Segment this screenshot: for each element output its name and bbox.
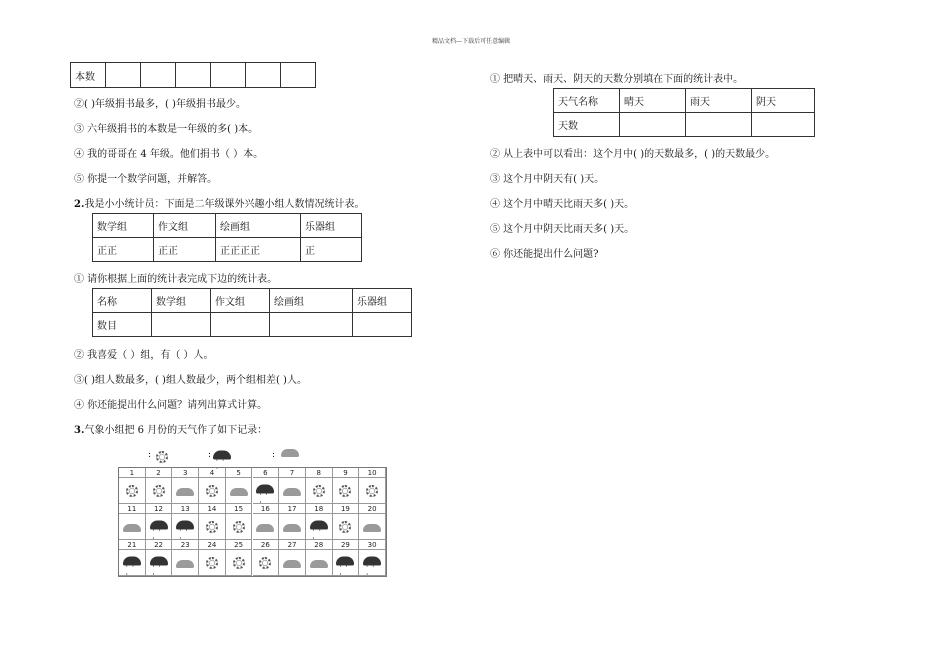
day-number: 19 (333, 504, 360, 514)
day-number: 17 (279, 504, 306, 514)
rain-icon (336, 556, 354, 565)
donation-count-table (70, 62, 316, 88)
sun-icon (366, 485, 378, 497)
day-weather-cell (172, 550, 199, 576)
day-weather-cell (333, 514, 360, 540)
day-number: 5 (226, 468, 253, 478)
day-weather-cell (359, 478, 386, 504)
count-header: 数学组 (152, 289, 211, 313)
day-number: 7 (279, 468, 306, 478)
tally-header: 数学组 (93, 214, 154, 238)
tally-table (92, 213, 362, 262)
day-weather-cell (253, 550, 280, 576)
count-cell (353, 313, 412, 337)
weather-cell (686, 113, 752, 137)
day-weather-cell (199, 550, 226, 576)
day-number: 29 (333, 540, 360, 550)
weather-header: 阴天 (752, 89, 815, 113)
day-number: 13 (172, 504, 199, 514)
blank-cell (141, 63, 176, 88)
right-line-3: ③ 这个月中阴天有( )天。 (490, 174, 605, 185)
cloud-icon (283, 524, 301, 532)
weather-cell (620, 113, 686, 137)
cloud-icon (363, 524, 381, 532)
day-weather-cell (226, 550, 253, 576)
day-weather-cell (226, 478, 253, 504)
q1-line-5: ⑤ 你提一个数学问题，并解答。 (74, 174, 218, 185)
weather-header: 晴天 (620, 89, 686, 113)
day-number: 10 (359, 468, 386, 478)
cloud-icon (176, 560, 194, 568)
q2-line-3: ③( )组人数最多，( )组人数最少，两个组相差( )人。 (74, 375, 307, 386)
day-weather-cell (199, 478, 226, 504)
count-header: 作文组 (211, 289, 270, 313)
legend-cloud: : (272, 447, 302, 467)
day-weather-cell (172, 514, 199, 540)
sun-icon (313, 485, 325, 497)
day-weather-cell (146, 514, 173, 540)
day-number: 18 (306, 504, 333, 514)
blank-cell (176, 63, 211, 88)
sun-icon (156, 451, 168, 463)
cloud-icon (123, 524, 141, 532)
day-number: 6 (253, 468, 280, 478)
day-weather-cell (146, 478, 173, 504)
count-cell (270, 313, 353, 337)
count-header: 乐器组 (353, 289, 412, 313)
day-number: 11 (119, 504, 146, 514)
q1-line-2: ②( )年级捐书最多，( )年级捐书最少。 (74, 99, 246, 110)
cloud-icon (256, 524, 274, 532)
day-weather-cell (226, 514, 253, 540)
q3-title: 3.气象小组把 6 月份的天气作了如下记录： (74, 425, 268, 436)
legend-sun: : (148, 447, 170, 467)
day-weather-cell (199, 514, 226, 540)
day-weather-cell (119, 514, 146, 540)
rain-icon (213, 451, 231, 460)
blank-cell (246, 63, 281, 88)
rain-icon (363, 556, 381, 565)
cloud-icon (281, 449, 299, 457)
sun-icon (339, 521, 351, 533)
day-weather-cell (119, 478, 146, 504)
day-weather-cell (306, 550, 333, 576)
day-weather-cell (279, 478, 306, 504)
cloud-icon (283, 560, 301, 568)
day-number: 20 (359, 504, 386, 514)
day-number: 1 (119, 468, 146, 478)
sun-icon (153, 485, 165, 497)
count-row-label: 数目 (93, 313, 152, 337)
tally-header: 乐器组 (301, 214, 362, 238)
legend-rain: : ' ' ' (208, 447, 232, 467)
day-number: 25 (226, 540, 253, 550)
day-number: 3 (172, 468, 199, 478)
day-weather-cell (359, 514, 386, 540)
right-line-2: ② 从上表中可以看出：这个月中( )的天数最多，( )的天数最少。 (490, 149, 776, 160)
sun-icon (339, 485, 351, 497)
day-number: 8 (306, 468, 333, 478)
tally-mark: 正正 (154, 238, 216, 262)
tally-header: 作文组 (154, 214, 216, 238)
day-weather-cell (359, 550, 386, 576)
day-number: 21 (119, 540, 146, 550)
right-line-6: ⑥ 你还能提出什么问题? (490, 249, 599, 260)
rain-icon (123, 556, 141, 565)
day-weather-cell (279, 550, 306, 576)
day-number: 15 (226, 504, 253, 514)
right-line-4: ④ 这个月中晴天比雨天多( )天。 (490, 199, 635, 210)
sun-icon (206, 557, 218, 569)
sun-icon (126, 485, 138, 497)
day-number: 23 (172, 540, 199, 550)
sun-icon (233, 557, 245, 569)
page-header: 精品文档---下载后可任意编辑 (432, 38, 511, 45)
right-q1: ① 把晴天、雨天、阴天的天数分别填在下面的统计表中。 (490, 74, 744, 85)
rain-icon (256, 484, 274, 493)
day-weather-cell (119, 550, 146, 576)
rain-icon (150, 556, 168, 565)
q2-line-2: ② 我喜爱（ ）组，有（ ）人。 (74, 350, 214, 361)
day-weather-cell (172, 478, 199, 504)
count-cell (211, 313, 270, 337)
tally-mark: 正正 (93, 238, 154, 262)
sun-icon (233, 521, 245, 533)
day-number: 30 (359, 540, 386, 550)
weather-cell (752, 113, 815, 137)
row-label: 本数 (71, 63, 106, 88)
weather-row-label: 天数 (554, 113, 620, 137)
day-number: 2 (146, 468, 173, 478)
day-number: 28 (306, 540, 333, 550)
blank-cell (106, 63, 141, 88)
sun-icon (206, 521, 218, 533)
rain-icon (310, 520, 328, 529)
tally-mark: 正正正正 (216, 238, 301, 262)
rain-icon (150, 520, 168, 529)
day-weather-cell (306, 478, 333, 504)
day-weather-cell (333, 478, 360, 504)
q1-line-4: ④ 我的哥哥在 4 年级。他们捐书（ ）本。 (74, 149, 264, 160)
blank-cell (281, 63, 316, 88)
day-number: 14 (199, 504, 226, 514)
right-line-5: ⑤ 这个月中阴天比雨天多( )天。 (490, 224, 635, 235)
cloud-icon (283, 488, 301, 496)
tally-mark: 正 (301, 238, 362, 262)
weather-header: 天气名称 (554, 89, 620, 113)
tally-header: 绘画组 (216, 214, 301, 238)
day-weather-cell (253, 514, 280, 540)
rain-icon (176, 520, 194, 529)
day-number: 27 (279, 540, 306, 550)
day-number: 16 (253, 504, 280, 514)
weather-header: 雨天 (686, 89, 752, 113)
q2-line-4: ④ 你还能提出什么问题？请列出算式计算。 (74, 400, 268, 411)
blank-cell (211, 63, 246, 88)
weather-stat-table (553, 88, 815, 137)
weather-calendar (118, 467, 387, 577)
count-cell (152, 313, 211, 337)
cloud-icon (310, 560, 328, 568)
day-weather-cell (306, 514, 333, 540)
day-number: 4 (199, 468, 226, 478)
day-number: 24 (199, 540, 226, 550)
day-number: 22 (146, 540, 173, 550)
day-weather-cell (333, 550, 360, 576)
q2-sub1: ① 请你根据上面的统计表完成下边的统计表。 (74, 274, 278, 285)
count-table (92, 288, 412, 337)
day-number: 12 (146, 504, 173, 514)
sun-icon (206, 485, 218, 497)
day-weather-cell (253, 478, 280, 504)
day-number: 9 (333, 468, 360, 478)
q1-line-3: ③ 六年级捐书的本数是一年级的多( )本。 (74, 124, 259, 135)
cloud-icon (230, 488, 248, 496)
day-number: 26 (253, 540, 280, 550)
count-header: 名称 (93, 289, 152, 313)
count-header: 绘画组 (270, 289, 353, 313)
cloud-icon (176, 488, 194, 496)
q2-title: 2.我是小小统计员：下面是二年级课外兴趣小组人数情况统计表。 (74, 199, 365, 210)
day-weather-cell (279, 514, 306, 540)
day-weather-cell (146, 550, 173, 576)
sun-icon (259, 557, 271, 569)
